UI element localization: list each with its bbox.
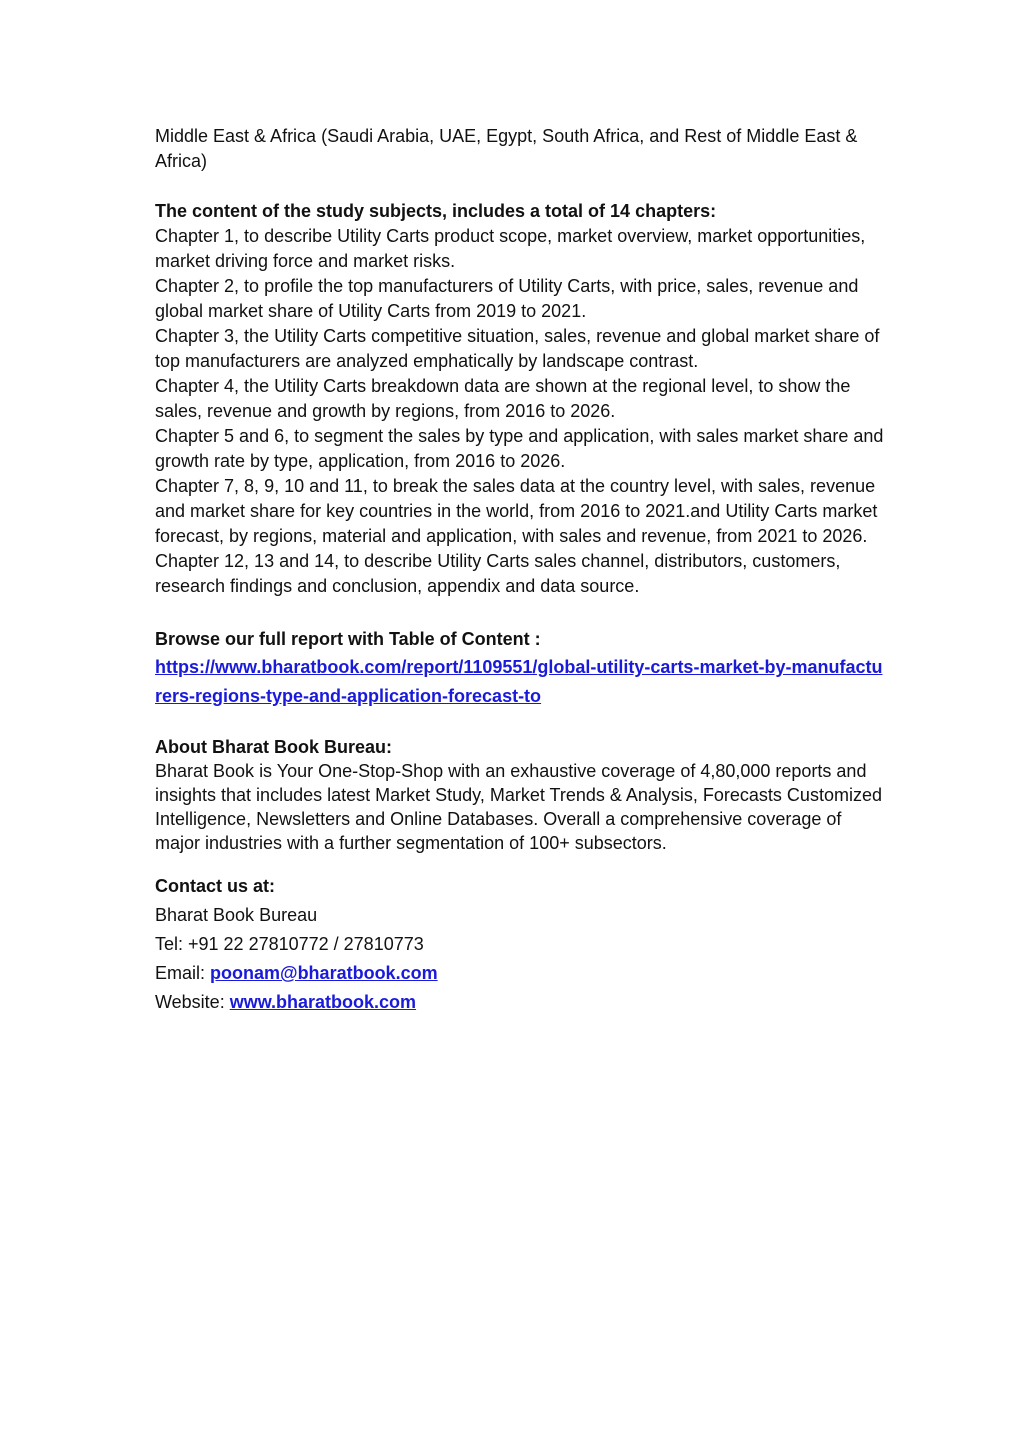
chapter-item-12-14: Chapter 12, 13 and 14, to describe Utility Carts sales channel, distributors, customers, research findings and conclusion, appendix and data source. bbox=[155, 551, 841, 596]
chapter-item-3: Chapter 3, the Utility Carts competitive situation, sales, revenue and global market share of top manufacturers are analyzed emphatically by landscape contrast. bbox=[155, 326, 880, 371]
about-section bbox=[155, 735, 885, 855]
report-link[interactable]: https://www.bharatbook.com/report/1109551/global-utility-carts-market-by-manufacturers-regions-type-and-application-forecast-to bbox=[155, 657, 883, 706]
chapter-item-2: Chapter 2, to profile the top manufacturers of Utility Carts, with price, sales, revenue and global market share of Utility Carts from 2019 to 2021. bbox=[155, 276, 859, 321]
contact-email-row bbox=[155, 959, 885, 988]
contact-heading: Contact us at: bbox=[155, 876, 276, 896]
browse-section bbox=[155, 625, 885, 711]
email-label: Email: bbox=[155, 963, 211, 983]
email-link[interactable]: poonam@bharatbook.com bbox=[210, 963, 438, 983]
chapters-heading: The content of the study subjects, includes a total of 14 chapters: bbox=[155, 201, 717, 221]
browse-label: Browse our full report with Table of Content : bbox=[155, 629, 541, 649]
about-body: Bharat Book is Your One-Stop-Shop with an exhaustive coverage of 4,80,000 reports and insights that includes latest Market Study, Market Trends & Analysis, Forecasts Customized Intelligence, Newsletters and Online Databases. Overall a comprehensive coverage of major industries with a further segmentation of 100+ subsectors. bbox=[155, 761, 882, 853]
website-label: Website: bbox=[155, 992, 230, 1012]
contact-tel: Tel: +91 22 27810772 / 27810773 bbox=[155, 934, 424, 954]
contact-section bbox=[155, 872, 885, 1017]
region-paragraph: Middle East & Africa (Saudi Arabia, UAE, Egypt, South Africa, and Rest of Middle East & Africa) bbox=[155, 126, 858, 171]
chapter-item-7-11: Chapter 7, 8, 9, 10 and 11, to break the sales data at the country level, with sales, revenue and market share for key countries in the world, from 2016 to 2021.and Utility Carts market forecast, by regions, material and application, with sales and revenue, from 2021 to 2026. bbox=[155, 476, 878, 546]
contact-website-row bbox=[155, 988, 885, 1017]
about-heading: About Bharat Book Bureau: bbox=[155, 737, 393, 757]
website-link[interactable]: www.bharatbook.com bbox=[229, 992, 417, 1012]
chapter-item-1: Chapter 1, to describe Utility Carts product scope, market overview, market opportunities, market driving force and market risks. bbox=[155, 226, 866, 271]
chapters-section bbox=[155, 199, 885, 599]
chapter-item-5-6: Chapter 5 and 6, to segment the sales by type and application, with sales market share and growth rate by type, application, from 2016 to 2026. bbox=[155, 426, 884, 471]
contact-company: Bharat Book Bureau bbox=[155, 905, 318, 925]
document-page bbox=[155, 124, 885, 1017]
chapter-item-4: Chapter 4, the Utility Carts breakdown data are shown at the regional level, to show the sales, revenue and growth by regions, from 2016 to 2026. bbox=[155, 376, 851, 421]
